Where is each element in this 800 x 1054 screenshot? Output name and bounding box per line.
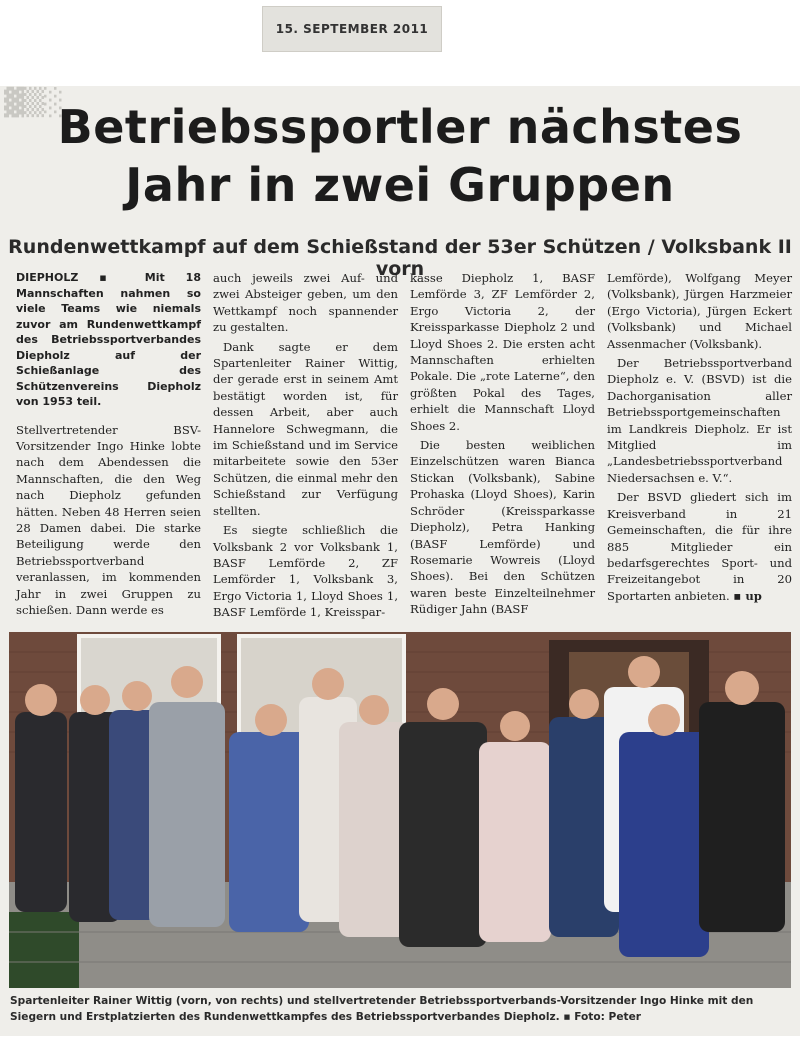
- caption-text: Spartenleiter Rainer Wittig (vorn, von rechts) und stellvertretender Betriebssportverbands-Vorsitzender Ingo Hinke mit den Siegern und Erstplatzierten des Rundenwettkampfes des Betriebssportverbandes Diepholz.: [10, 995, 754, 1023]
- column-4: [607, 270, 792, 603]
- paragraph: Der Betriebssportverband Diepholz e. V. (BSVD) ist die Dachorganisation aller Betriebssportgemeinschaften im Landkreis Diepholz. Er ist Mitglied im „Landesbetriebssportverband Niedersachsen e. V.“.: [607, 356, 792, 485]
- column-1: [16, 270, 201, 617]
- group-photo-illustration: [9, 632, 791, 988]
- paragraph: Der BSVD gliedert sich im Kreisverband in 21 Gemeinschaften, die für ihre 885 Mitglieder ein bedarfsgerechtes Sport- und Freizeitangebot in 20 Sportarten anbieten. ▪ up: [607, 490, 792, 603]
- paragraph: kasse Diepholz 1, BASF Lemförde 3, ZF Lemförder 2, Ergo Victoria 2, der Kreissparkasse Diepholz 2 und Lloyd Shoes 2. Die ersten acht Mannschaften erhielten Pokale. Die „rote Laterne“, den größten Pokal des Tages, erhielt die Mannschaft Lloyd Shoes 2.: [410, 271, 595, 433]
- lead-text: Mit 18 Mannschaften nahmen so viele Teams wie niemals zuvor am Rundenwettkampf des Betriebssportverbandes Diepholz auf der Schießanlage des Schützenvereins Diepholz von 1953 teil.: [16, 271, 201, 408]
- paragraph: auch jeweils zwei Auf- und zwei Absteiger geben, um den Wettkampf noch spannender zu gestalten.: [213, 271, 398, 335]
- bleed-through-text: ▓▒░: [4, 88, 64, 118]
- paragraph: Dank sagte er dem Spartenleiter Rainer Wittig, der gerade erst in seinem Amt bestätigt worden ist, für dessen Arbeit, aber auch Hannelore Schwegmann, die im Schießstand und im Service mitarbeitete sowie den 53er Schützen, die einmal mehr den Schießstand zur Verfügung stellten.: [213, 339, 398, 518]
- dateline: DIEPHOLZ: [16, 271, 79, 284]
- group-photo: [9, 632, 791, 988]
- paragraph: Es siegte schließlich die Volksbank 2 vor Volksbank 1, BASF Lemförde 2, ZF Lemförder 1, Volksbank 3, Ergo Victoria 1, Lloyd Shoes 1, BASF Lemförde 1, Kreisspar-: [213, 523, 398, 620]
- column-2: [213, 270, 398, 620]
- headline-line-2: Jahr in zwei Gruppen: [125, 158, 675, 212]
- paragraph-text: Der BSVD gliedert sich im Kreisverband in 21 Gemeinschaften, die für ihre 885 Mitglieder ein bedarfsgerechtes Sport- und Freizeitangebot in 20 Sportarten anbieten.: [607, 490, 792, 603]
- column-3: [410, 270, 595, 617]
- paragraph: Stellvertretender BSV-Vorsitzender Ingo Hinke lobte nach dem Abendessen die Mannschaften, die den Weg nach Diepholz gefunden hätten. Neben 48 Herren seien 28 Damen dabei. Die starke Beteiligung werde den Betriebssportverband veranlassen, im kommenden Jahr in zwei Gruppen zu schießen. Dann werde es: [16, 422, 201, 617]
- headline-line-1: Betriebssportler nächstes: [57, 100, 743, 154]
- paragraph: Lemförde), Wolfgang Meyer (Volksbank), Jürgen Harzmeier (Ergo Victoria), Jürgen Eckert (Volksbank) und Michael Assenmacher (Volksbank).: [607, 271, 792, 351]
- lead-paragraph: DIEPHOLZ ▪ Mit 18 Mannschaften nahmen so viele Teams wie niemals zuvor am Rundenwettkampf des Betriebssportverbandes Diepholz auf der Schießanlage des Schützenvereins Diepholz von 1953 teil.: [16, 271, 201, 408]
- article-body: [16, 270, 792, 620]
- paragraph: Die besten weiblichen Einzelschützen waren Bianca Stickan (Volksbank), Sabine Prohaska (Lloyd Shoes), Karin Schröder (Kreissparkasse Diepholz), Petra Hanking (BASF Lemförde) und Rosemarie Wowreis (Lloyd Shoes). Bei den Schützen waren beste Einzelteilnehmer Rüdiger Jahn (BASF: [410, 438, 595, 617]
- photo-caption: Spartenleiter Rainer Wittig (vorn, von rechts) und stellvertretender Betriebssportverbands-Vorsitzender Ingo Hinke mit den Siegern und Erstplatzierten des Rundenwettkampfes des Betriebssportverbandes Diepholz. ▪ Foto: Peter: [10, 995, 754, 1023]
- author-initials: up: [745, 588, 762, 603]
- subheadline: Rundenwettkampf auf dem Schießstand der 53er Schützen / Volksbank II vorn: [8, 236, 792, 280]
- issue-date: 15. SEPTEMBER 2011: [262, 6, 442, 52]
- photo-credit: Foto: Peter: [574, 1011, 641, 1023]
- headline: [0, 98, 800, 214]
